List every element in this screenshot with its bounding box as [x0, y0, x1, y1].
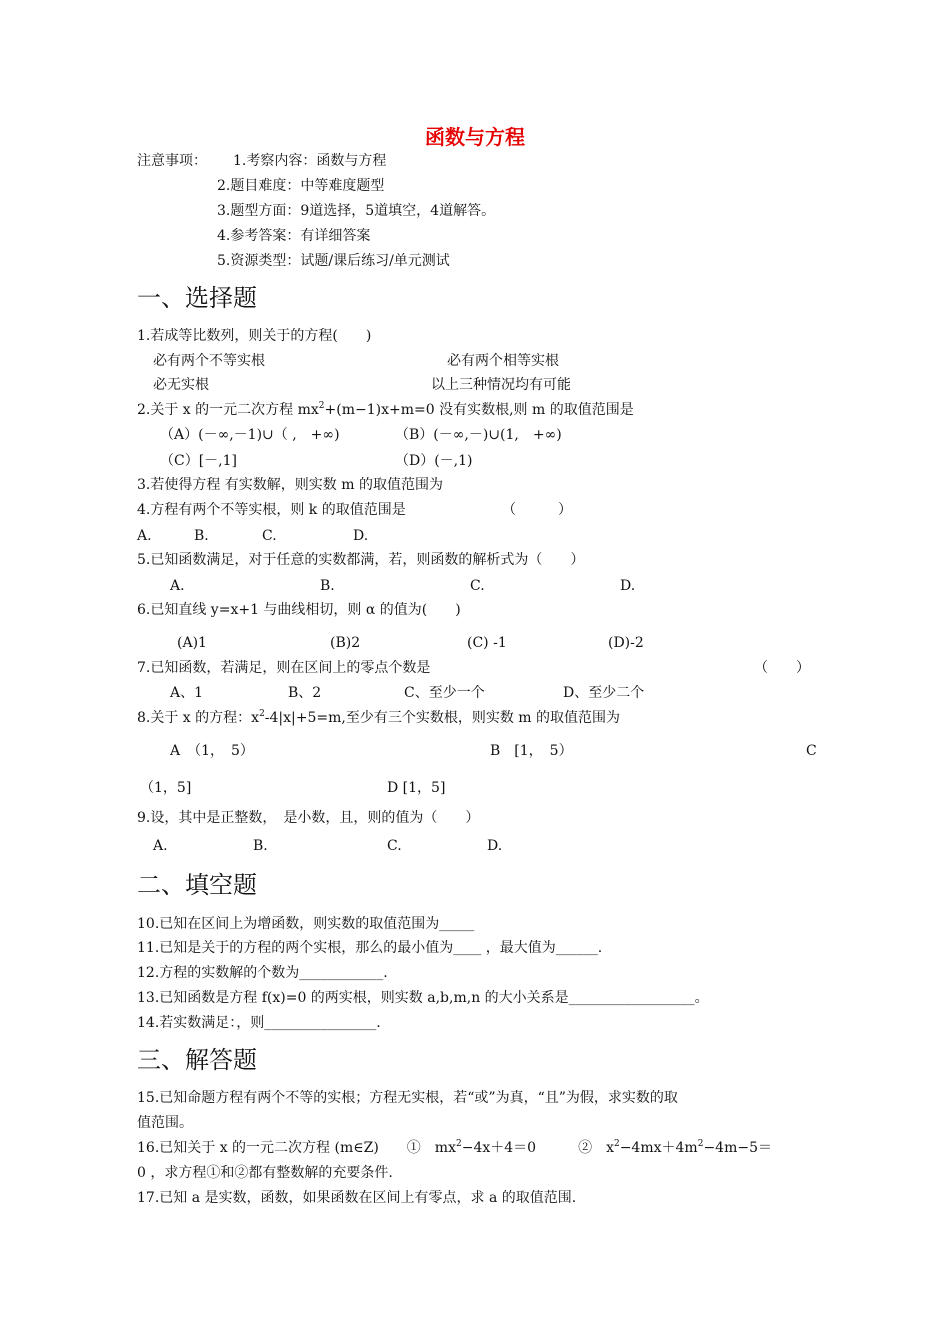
q1-stem: 1.若成等比数列，则关于的方程( )	[137, 328, 372, 344]
q8-option-c: （1，5]	[140, 780, 192, 796]
q13: 13.已知函数是方程 f(x)=0 的两实根，则实数 a,b,m,n 的大小关系是__________________。	[137, 990, 709, 1006]
q4-stem: 4.方程有两个不等实根，则 k 的取值范围是	[137, 502, 406, 518]
q4-option-b: B.	[194, 528, 209, 544]
q6-option-a: (A)1	[177, 635, 207, 651]
q2-option-c: （C）[－,1]	[160, 453, 237, 469]
q9-option-b: B.	[253, 838, 268, 854]
q4-option-d: D.	[353, 528, 369, 544]
q8-stem: 8.关于 x 的方程：$x^2-4|x|+5=m$,至少有三个实数根，则实数 m 的取值范围为	[137, 709, 621, 726]
q8-option-d: D [1，5]	[387, 780, 446, 796]
q7-stem: 7.已知函数，若满足，则在区间上的零点个数是	[137, 660, 431, 676]
q1-option-d: 以上三种情况均有可能	[431, 377, 571, 393]
q9-option-c: C.	[387, 838, 402, 854]
q15-line1: 15.已知命题方程有两个不等的实根；方程无实根，若“或”为真，“且”为假，求实数的取	[137, 1090, 678, 1106]
section-heading-fill: 二、填空题	[137, 871, 257, 899]
q16-line1: 16.已知关于 x 的一元二次方程 (m∈Z) ① $mx^2-4x+4=0$ ② $x^2-4mx+4m^2-4m-5=$	[137, 1139, 772, 1156]
q7-answer-paren: （ ）	[754, 660, 810, 676]
q9-option-a: A.	[153, 838, 168, 854]
section-heading-choice: 一、选择题	[137, 284, 257, 312]
note-item-2: 2.题目难度：中等难度题型	[217, 178, 385, 194]
q5-option-c: C.	[470, 578, 485, 594]
q11: 11.已知是关于的方程的两个实根，那么的最小值为____ ，最大值为______.	[137, 940, 603, 956]
q6-option-c: (C) -1	[467, 635, 507, 651]
q4-answer-paren: （ ）	[502, 502, 572, 518]
q5-option-d: D.	[620, 578, 636, 594]
q2-stem: 2.关于 x 的一元二次方程 $mx^2+(m-1)x+m=0$ 没有实数根,则 m 的取值范围是	[137, 401, 634, 418]
q4-option-a: A.	[137, 528, 152, 544]
q7-option-a: A、1	[170, 685, 204, 701]
q8-option-b: B [1， 5）	[490, 743, 573, 759]
q2-option-d: （D）(－,1)	[395, 453, 473, 469]
q2-option-a: （A）(－∞,－1)∪（ , +∞)	[160, 427, 340, 443]
q3-stem: 3.若使得方程 有实数解，则实数 m 的取值范围为	[137, 477, 443, 493]
q7-option-d: D、至少二个	[563, 685, 645, 701]
q14: 14.若实数满足：，则________________.	[137, 1015, 381, 1031]
q7-option-c: C、至少一个	[404, 685, 485, 701]
q2-option-b: （B）(－∞,－)∪(1, +∞)	[395, 427, 562, 443]
q5-stem: 5.已知函数满足，对于任意的实数都满，若，则函数的解析式为（ ）	[137, 552, 585, 568]
q8-option-c-letter: C	[806, 743, 817, 759]
q6-option-b: (B)2	[330, 635, 361, 651]
q5-option-b: B.	[320, 578, 335, 594]
section-heading-answer: 三、解答题	[137, 1046, 257, 1074]
q12: 12.方程的实数解的个数为____________.	[137, 965, 388, 981]
q9-option-d: D.	[487, 838, 503, 854]
q6-stem: 6.已知直线 y=x+1 与曲线相切，则 α 的值为( )	[137, 602, 461, 618]
q7-option-b: B、2	[288, 685, 322, 701]
q9-stem: 9.设，其中是正整数， 是小数，且，则的值为（ ）	[137, 810, 480, 826]
q1-option-b: 必有两个相等实根	[447, 353, 559, 369]
q8-option-a: A （1， 5）	[170, 743, 254, 759]
q15-line2: 值范围。	[137, 1115, 193, 1131]
q4-option-c: C.	[262, 528, 277, 544]
note-item-4: 4.参考答案：有详细答案	[217, 228, 371, 244]
q5-option-a: A.	[170, 578, 185, 594]
page-title: 函数与方程	[425, 125, 525, 149]
note-item-3: 3.题型方面：9道选择，5道填空，4道解答。	[217, 203, 496, 219]
note-item-5: 5.资源类型：试题/课后练习/单元测试	[217, 253, 450, 269]
q1-option-a: 必有两个不等实根	[153, 353, 265, 369]
q1-option-c: 必无实根	[153, 377, 209, 393]
q6-option-d: (D)-2	[608, 635, 644, 651]
q10: 10.已知在区间上为增函数，则实数的取值范围为_____	[137, 916, 475, 932]
notes-label: 注意事项：	[137, 153, 207, 169]
note-item-1: 1.考察内容：函数与方程	[233, 153, 387, 169]
q17: 17.已知 a 是实数，函数，如果函数在区间上有零点，求 a 的取值范围.	[137, 1190, 577, 1206]
q16-line2: 0 ，求方程①和②都有整数解的充要条件.	[137, 1165, 393, 1181]
